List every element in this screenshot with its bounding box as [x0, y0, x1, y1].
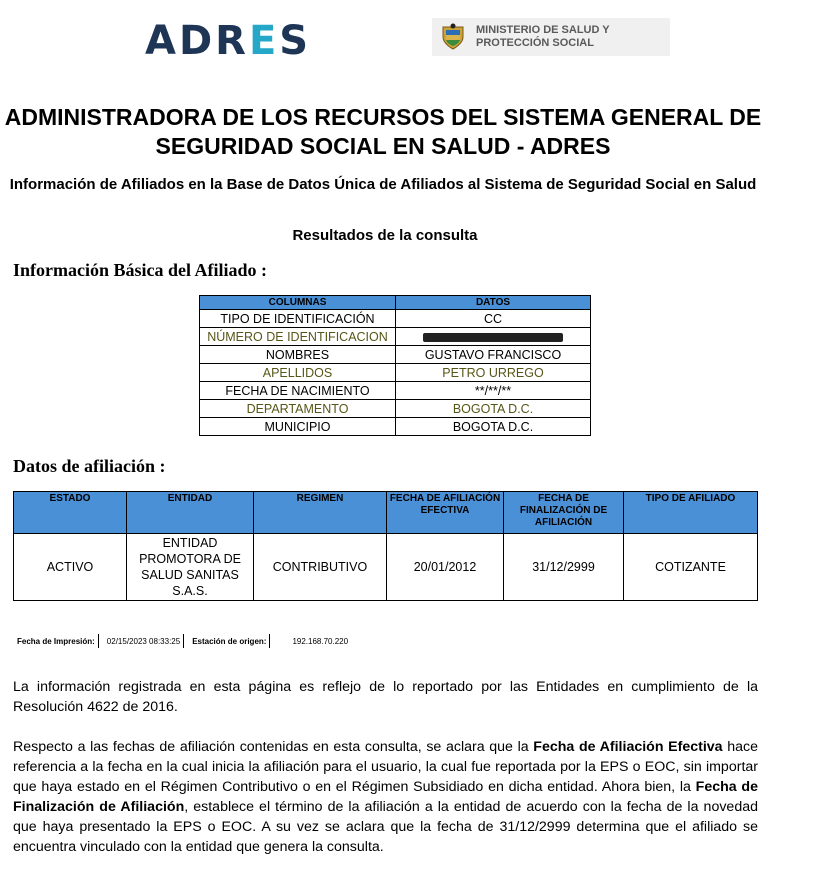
basic-info-table	[199, 295, 591, 436]
table-row	[200, 400, 591, 418]
column-header: ESTADO	[14, 492, 127, 534]
table-row	[200, 364, 591, 382]
status-cell: ACTIVO	[14, 534, 127, 601]
entity-cell: ENTIDAD PROMOTORA DE SALUD SANITAS S.A.S.	[127, 534, 254, 601]
results-heading: Resultados de la consulta	[292, 227, 478, 244]
row-label: NOMBRES	[200, 346, 396, 364]
row-value: GUSTAVO FRANCISCO	[396, 346, 591, 364]
station-label: Estación de origen:	[192, 636, 267, 646]
column-header: TIPO DE AFILIADO	[624, 492, 758, 534]
row-label: NÚMERO DE IDENTIFICACION	[200, 328, 396, 346]
disclaimer-paragraph: La información registrada en esta página es reflejo de lo reportado por las Entidades en cumplimiento de la Resolución 4622 de 2016.	[13, 679, 758, 715]
row-label: FECHA DE NACIMIENTO	[200, 382, 396, 400]
column-header: COLUMNAS	[200, 296, 396, 310]
table-header-row	[14, 492, 758, 534]
basic-info-heading: Información Básica del Afiliado :	[13, 260, 268, 280]
divider	[269, 634, 270, 648]
row-value: BOGOTA D.C.	[396, 418, 591, 436]
column-header: FECHA DE FINALIZACIÓN DE AFILIACIÓN	[504, 492, 624, 534]
row-label: TIPO DE IDENTIFICACIÓN	[200, 310, 396, 328]
print-date-value: 02/15/2023 08:33:25	[106, 636, 181, 646]
regime-cell: CONTRIBUTIVO	[254, 534, 387, 601]
column-header: DATOS	[396, 296, 591, 310]
print-date-label: Fecha de Impresión:	[17, 636, 95, 646]
divider	[98, 634, 99, 648]
affiliation-heading: Datos de afiliación :	[13, 456, 166, 476]
table-row	[200, 346, 591, 364]
dates-explanation-paragraph: Respecto a las fechas de afiliación contenidas en esta consulta, se aclara que la Fecha de Afiliación Efectiva hace referencia a la fecha en la cual inicia la afiliación para el usuario, la cual fue reportada por la EPS o EOC, sin importar que haya estado en el Régimen Contributivo o en el Régimen Subsidiado en dicha entidad. Ahora bien, la Fecha de Finalización de Afiliación, establece el término de la afiliación a la entidad de acuerdo con la fecha de la novedad que haya presentado la EPS o EOC. A su vez se aclara que la fecha de 31/12/2999 determina que el afiliado se encuentra vinculado con la entidad que genera la consulta.	[13, 739, 759, 855]
row-value: CC	[396, 310, 591, 328]
coat-of-arms-icon	[440, 23, 466, 51]
column-header: ENTIDAD	[127, 492, 254, 534]
table-row	[14, 534, 758, 601]
column-header: REGIMEN	[254, 492, 387, 534]
row-label: MUNICIPIO	[200, 418, 396, 436]
page-subtitle: Información de Afiliados en la Base de Datos Única de Afiliados al Sistema de Seguridad Social en Salud	[9, 176, 757, 193]
effective-date-cell: 20/01/2012	[387, 534, 504, 601]
ministry-name-line2: PROTECCIÓN SOCIAL	[476, 37, 594, 49]
row-label: DEPARTAMENTO	[200, 400, 396, 418]
column-header: FECHA DE AFILIACIÓN EFECTIVA	[387, 492, 504, 534]
table-row	[200, 418, 591, 436]
table-header-row	[200, 296, 591, 310]
divider	[183, 634, 184, 648]
end-date-cell: 31/12/2999	[504, 534, 624, 601]
affiliate-type-cell: COTIZANTE	[624, 534, 758, 601]
table-row	[200, 310, 591, 328]
row-value: PETRO URREGO	[396, 364, 591, 382]
ministry-name-line1: MINISTERIO DE SALUD Y	[476, 24, 610, 36]
print-metadata	[17, 634, 348, 648]
row-value: **/**/**	[396, 382, 591, 400]
ministry-logo	[432, 18, 670, 56]
station-value: 192.168.70.220	[292, 636, 349, 646]
row-value: BOGOTA D.C.	[396, 400, 591, 418]
page-title: ADMINISTRADORA DE LOS RECURSOS DEL SISTEMA GENERAL DE SEGURIDAD SOCIAL EN SALUD - ADRES	[4, 104, 762, 159]
row-label: APELLIDOS	[200, 364, 396, 382]
header-logos	[0, 14, 828, 64]
adres-logo: ADRES	[145, 18, 312, 64]
table-row	[200, 328, 591, 346]
table-row	[200, 382, 591, 400]
redaction-bar	[423, 333, 563, 342]
affiliation-table	[13, 491, 758, 601]
row-value	[396, 328, 591, 346]
